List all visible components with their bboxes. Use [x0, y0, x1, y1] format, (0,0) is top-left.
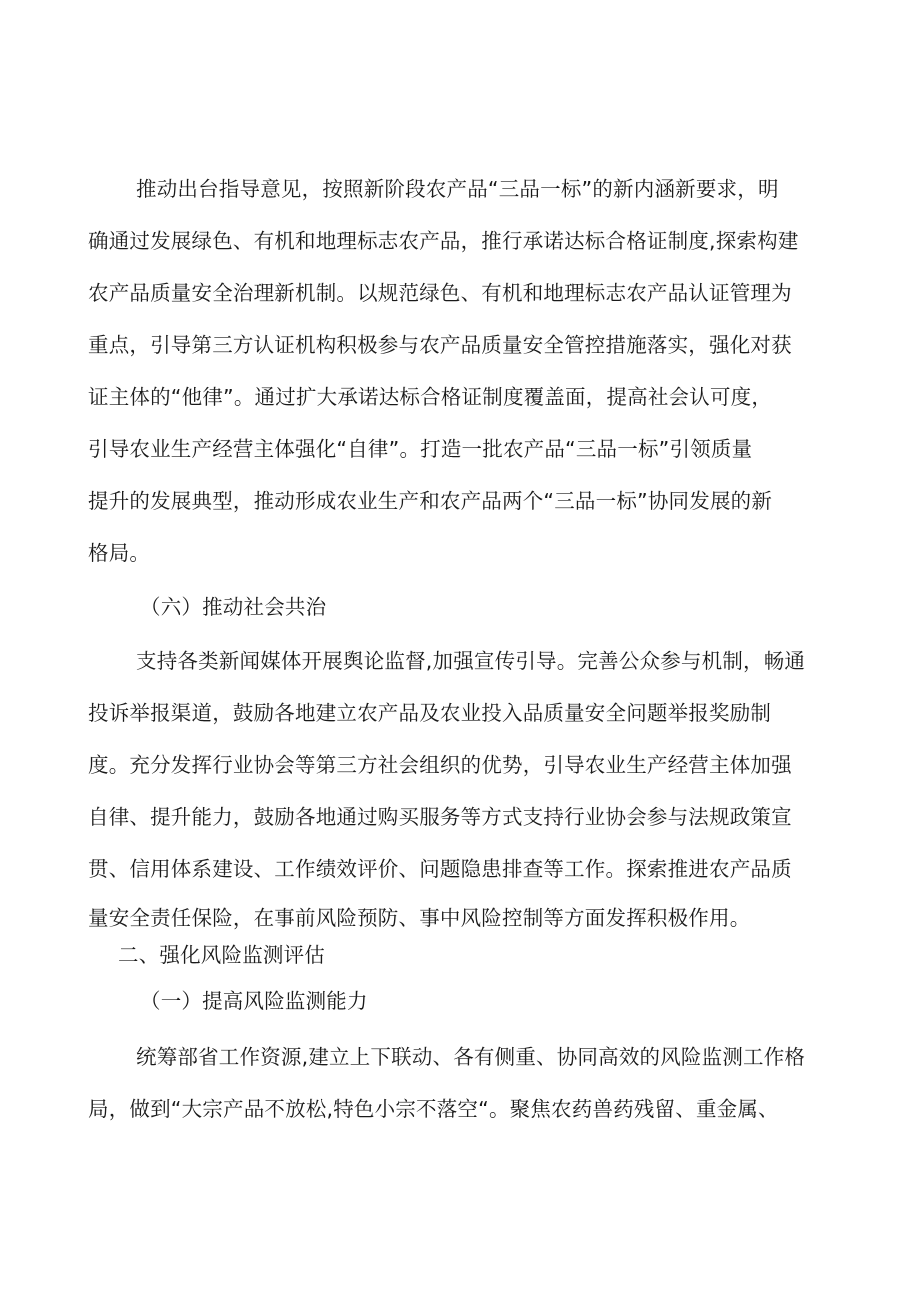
paragraph-1-line-2: 确通过发展绿色、有机和地理标志农产品，推行承诺达标合格证制度,探索构建: [88, 229, 799, 253]
paragraph-2-line-5: 贯、信用体系建设、工作绩效评价、问题隐患排查等工作。探索推进农产品质: [88, 857, 792, 881]
subsection-heading-6: （六）推动社会共治: [140, 595, 327, 619]
paragraph-3-line-2: 局，做到“大宗产品不放松,特色小宗不落空“。聚焦农药兽药残留、重金属、: [88, 1097, 779, 1121]
paragraph-2-line-4: 自律、提升能力，鼓励各地通过购买服务等方式支持行业协会参与法规政策宣: [88, 805, 792, 829]
paragraph-2-line-3: 度。充分发挥行业协会等第三方社会组织的优势，引导农业生产经营主体加强: [88, 753, 792, 777]
section-heading-2: 二、强化风险监测评估: [118, 943, 325, 967]
paragraph-3-line-1: 统筹部省工作资源,建立上下联动、各有侧重、协同高效的风险监测工作格: [136, 1045, 806, 1069]
paragraph-2-line-6: 量安全责任保险，在事前风险预防、事中风险控制等方面发挥积极作用。: [88, 906, 751, 930]
paragraph-1-line-8: 格局。: [88, 541, 151, 565]
paragraph-1-line-1: 推动出台指导意见，按照新阶段农产品“三品一标”的新内涵新要求，明: [136, 177, 779, 201]
paragraph-2-line-2: 投诉举报渠道，鼓励各地建立农产品及农业投入品质量安全问题举报奖励制: [88, 701, 772, 725]
paragraph-1-line-3: 农产品质量安全治理新机制。以规范绿色、有机和地理标志农产品认证管理为: [88, 281, 792, 305]
subsection-heading-2-1: （一）提高风险监测能力: [140, 989, 368, 1013]
paragraph-2-line-1: 支持各类新闻媒体开展舆论监督,加强宣传引导。完善公众参与机制，畅通: [136, 649, 806, 673]
paragraph-1-line-6: 引导农业生产经营主体强化“自律”。打造一批农产品“三品一标”引领质量: [88, 437, 753, 461]
paragraph-1-line-5: 证主体的“他律”。通过扩大承诺达标合格证制度覆盖面，提高社会认可度，: [88, 385, 773, 409]
paragraph-1-line-4: 重点，引导第三方认证机构积极参与农产品质量安全管控措施落实，强化对获: [88, 333, 792, 357]
paragraph-1-line-7: 提升的发展典型，推动形成农业生产和农产品两个“三品一标”协同发展的新: [88, 489, 773, 513]
